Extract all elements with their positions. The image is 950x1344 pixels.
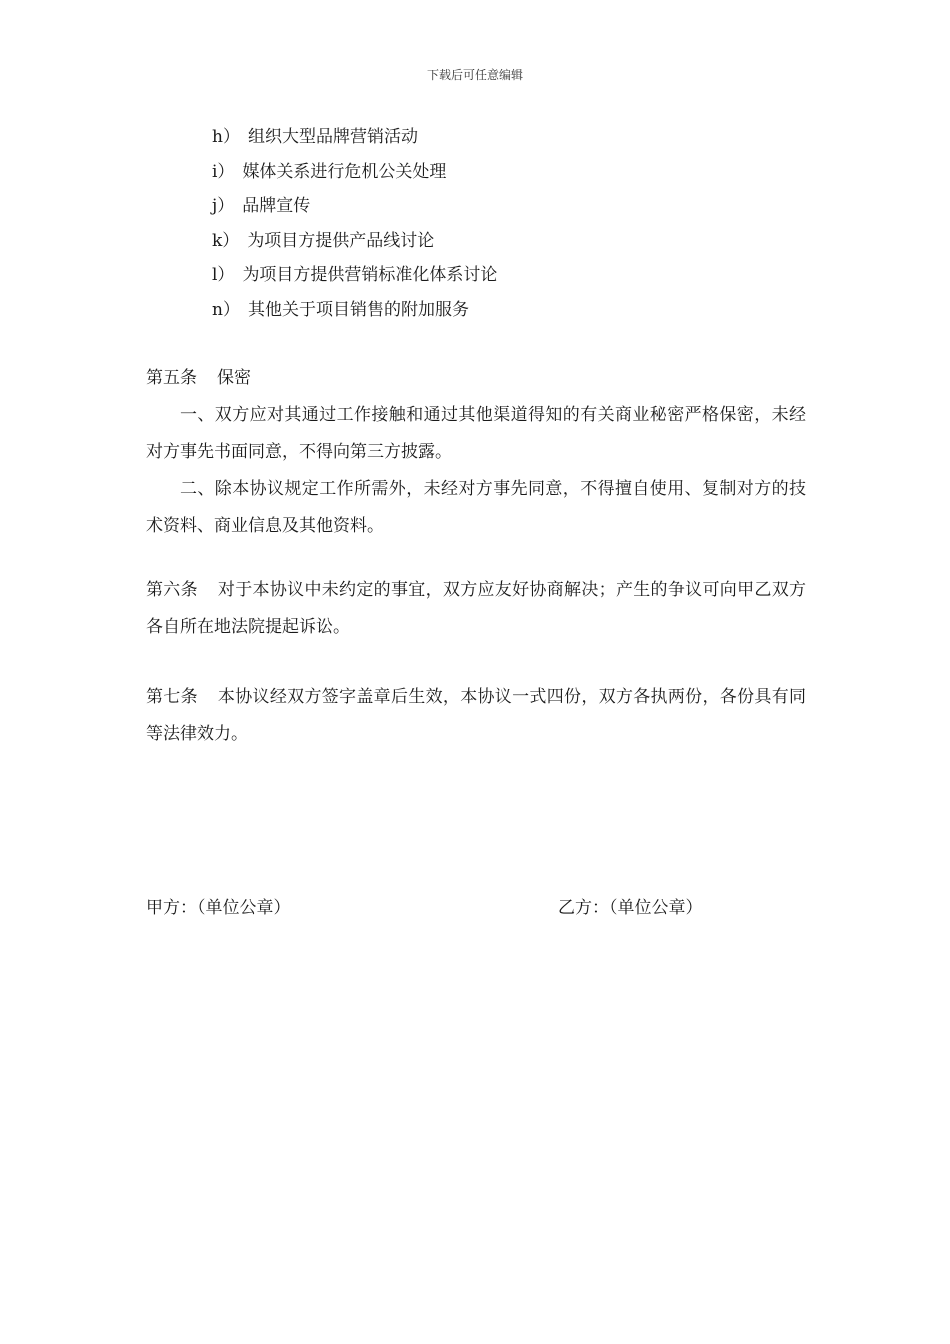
article-6-number: 第六条 — [146, 580, 198, 600]
list-item-text: 其他关于项目销售的附加服务 — [247, 299, 469, 320]
article-5-number: 第五条 — [146, 368, 197, 388]
article-5-clause-2: 二、除本协议规定工作所需外，未经对方事先同意，不得擅自使用、复制对方的技术资料、商业信息及其他资料。 — [146, 479, 806, 536]
list-item — [212, 159, 832, 194]
article-6-text: 对于本协议中未约定的事宜，双方应友好协商解决；产生的争议可向甲乙双方各自所在地法院提起诉讼。 — [146, 580, 807, 637]
list-item — [212, 124, 832, 159]
list-marker: k） — [212, 230, 240, 251]
list-item — [212, 193, 832, 228]
list-item-text: 为项目方提供产品线讨论 — [247, 230, 435, 251]
list-marker: n） — [212, 299, 240, 320]
list-marker: l） — [212, 265, 235, 285]
article-7-paragraph — [146, 679, 806, 753]
header-note: 下载后可任意编辑 — [426, 68, 523, 82]
list-marker: h） — [212, 127, 240, 147]
article-5 — [146, 360, 806, 545]
article-6 — [146, 572, 806, 646]
list-marker: j） — [212, 196, 235, 216]
article-7-text: 本协议经双方签字盖章后生效，本协议一式四份，双方各执两份，各份具有同等法律效力。 — [146, 687, 807, 744]
list-item — [212, 262, 832, 297]
article-6-paragraph — [146, 572, 806, 646]
article-5-clause-1: 一、双方应对其通过工作接触和通过其他渠道得知的有关商业秘密严格保密，未经对方事先书面同意，不得向第三方披露。 — [146, 405, 806, 462]
list-marker: i） — [212, 161, 235, 182]
article-5-title: 保密 — [217, 368, 251, 388]
list-item — [212, 228, 832, 263]
article-5-heading — [146, 360, 806, 397]
party-b-signature: 乙方：（单位公章） — [558, 898, 703, 918]
list-item-text: 媒体关系进行危机公关处理 — [242, 161, 447, 182]
list-item-text: 品牌宣传 — [242, 196, 311, 216]
services-list — [212, 124, 832, 331]
party-a-signature: 甲方：（单位公章） — [146, 898, 291, 918]
signature-block — [146, 893, 806, 923]
list-item — [212, 297, 832, 332]
list-item-text: 组织大型品牌营销活动 — [247, 127, 418, 147]
list-item-text: 为项目方提供营销标准化体系讨论 — [242, 265, 498, 285]
article-7 — [146, 679, 806, 753]
article-7-number: 第七条 — [146, 687, 198, 707]
